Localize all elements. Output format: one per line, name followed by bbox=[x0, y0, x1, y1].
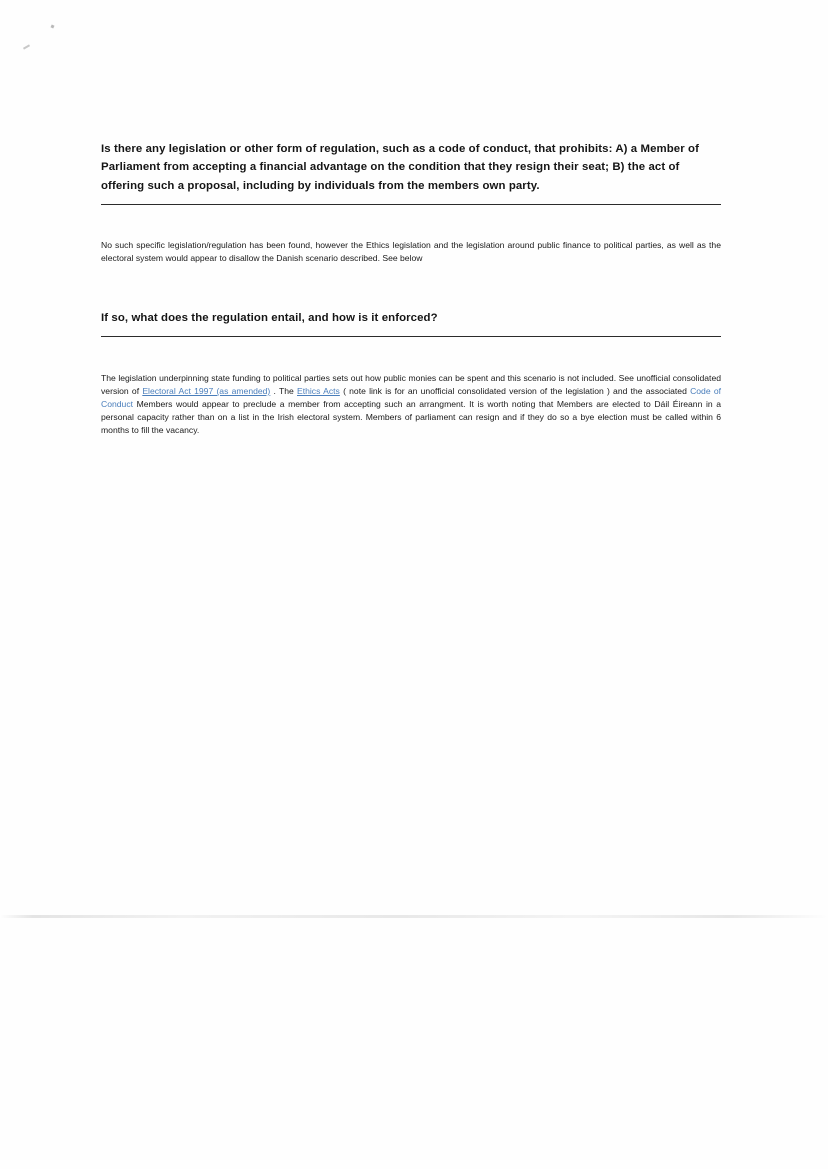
scan-speck-icon bbox=[23, 44, 30, 49]
question-2-divider bbox=[101, 336, 721, 337]
scan-band bbox=[0, 915, 828, 918]
section-question-2 bbox=[101, 309, 721, 438]
section-question-1 bbox=[101, 140, 721, 266]
answer-text-part-1: The legislation underpinning state funding to political parties sets out how public monies can be spent and this scenario is not included. See unofficial consolidated version of bbox=[101, 373, 721, 397]
link-code-of-conduct[interactable]: Code of Conduct bbox=[101, 386, 721, 410]
question-1-answer: No such specific legislation/regulation has been found, however the Ethics legislation and the legislation around public finance to political parties, as well as the electoral system would appear to disallow the Danish scenario described. See below bbox=[101, 240, 721, 264]
link-electoral-act-1997[interactable]: Electoral Act 1997 (as amended) bbox=[142, 386, 271, 397]
document-content bbox=[101, 140, 721, 437]
scan-speck-icon bbox=[51, 25, 55, 29]
question-2-answer bbox=[101, 372, 721, 437]
question-1-heading: Is there any legislation or other form of regulation, such as a code of conduct, that prohibits: A) a Member of Parliament from accepting a financial advantage on the condition that they resign their seat; B) the act of offering such a proposal, including by individuals from the members own party. bbox=[101, 143, 699, 192]
link-ethics-acts[interactable]: Ethics Acts bbox=[297, 386, 340, 397]
answer-text-part-2: . The bbox=[270, 386, 297, 397]
answer-text-part-3: ( note link is for an unofficial consolidated version of the legislation ) and the associated bbox=[339, 386, 691, 397]
question-1-divider bbox=[101, 204, 721, 205]
answer-text-part-4: Members would appear to preclude a member from accepting such an arrangment. It is worth noting that Members are elected to Dáil Éireann in a personal capacity rather than on a list in the Irish electoral system. Members of parliament can resign and if they do so a bye election must be called within 6 months to fill the vacancy. bbox=[101, 399, 721, 436]
question-2-heading: If so, what does the regulation entail, and how is it enforced? bbox=[101, 311, 438, 324]
